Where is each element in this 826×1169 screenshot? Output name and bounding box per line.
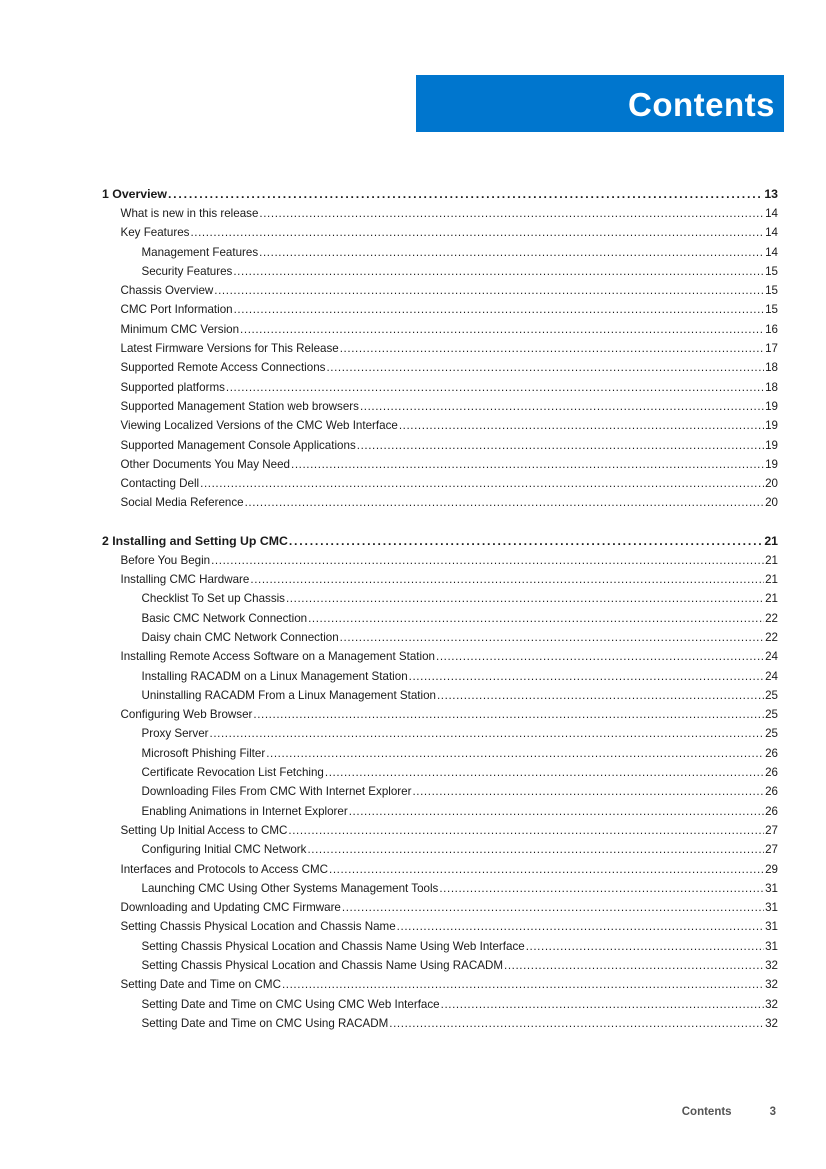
dot-leader (325, 766, 764, 779)
toc-page-number: 14 (765, 245, 778, 259)
toc-section-entry[interactable] (102, 323, 778, 342)
toc-section-entry[interactable] (102, 207, 778, 226)
toc-entry-title: Daisy chain CMC Network Connection (141, 630, 339, 644)
toc-page-number: 32 (765, 997, 778, 1011)
toc-subsection-entry[interactable] (102, 747, 778, 766)
dot-leader (291, 458, 764, 471)
toc-section-entry[interactable] (102, 824, 778, 843)
toc-entry-title: Proxy Server (141, 727, 209, 741)
toc-page-number: 32 (765, 958, 778, 972)
toc-page-number: 27 (765, 843, 778, 857)
dot-leader (360, 400, 764, 413)
toc-entry-title: 1 Overview (102, 187, 167, 201)
toc-page-number: 21 (765, 553, 778, 567)
toc-section-entry[interactable] (102, 458, 778, 477)
toc-chapter-heading[interactable] (102, 187, 778, 207)
toc-page-number: 25 (765, 708, 778, 722)
dot-leader (282, 978, 764, 991)
dot-leader (340, 342, 764, 355)
toc-entry-title: Launching CMC Using Other Systems Management Tools (141, 881, 439, 895)
footer-section-label: Contents (681, 1106, 732, 1118)
dot-leader (441, 998, 764, 1011)
toc-section-entry[interactable] (102, 901, 778, 920)
toc-entry-title: Setting Chassis Physical Location and Chassis Name Using RACADM (141, 958, 503, 972)
dot-leader (357, 439, 764, 452)
dot-leader (399, 419, 764, 432)
dot-leader (389, 1017, 764, 1030)
toc-page-number: 22 (765, 630, 778, 644)
toc-entry-title: Downloading and Updating CMC Firmware (120, 901, 341, 915)
toc-section-entry[interactable] (102, 342, 778, 361)
toc-page-number: 24 (765, 650, 778, 664)
toc-page-number: 29 (765, 862, 778, 876)
dot-leader (233, 265, 764, 278)
toc-subsection-entry[interactable] (102, 265, 778, 284)
toc-section-entry[interactable] (102, 226, 778, 245)
toc-entry-title: Other Documents You May Need (120, 457, 290, 471)
dot-leader (250, 573, 764, 586)
dot-leader (439, 882, 764, 895)
toc-entry-title: Chassis Overview (120, 284, 214, 298)
toc-page-number: 14 (765, 207, 778, 220)
toc-subsection-entry[interactable] (102, 843, 778, 862)
dot-leader (168, 187, 763, 201)
toc-entry-title: Supported Remote Access Connections (120, 361, 326, 375)
dot-leader (289, 534, 763, 548)
toc-section-entry[interactable] (102, 400, 778, 419)
toc-page-number: 21 (765, 573, 778, 587)
dot-leader (326, 361, 764, 374)
dot-leader (342, 901, 764, 914)
toc-page-number: 21 (764, 533, 778, 548)
toc-chapter (102, 187, 778, 516)
dot-leader (245, 496, 765, 509)
toc-entry-title: Setting Chassis Physical Location and Chassis Name (120, 920, 396, 934)
toc-entry-title: What is new in this release (120, 207, 259, 220)
toc-section-entry[interactable] (102, 573, 778, 592)
toc-page-number: 13 (764, 187, 778, 201)
dot-leader (253, 708, 764, 721)
toc-page-number: 14 (765, 226, 778, 240)
toc-subsection-entry[interactable] (102, 727, 778, 746)
toc-entry-title: Uninstalling RACADM From a Linux Management Station (141, 688, 436, 702)
toc-entry-title: Setting Date and Time on CMC (120, 978, 281, 992)
toc-page-number: 31 (765, 901, 778, 915)
dot-leader (340, 631, 764, 644)
toc-page-number: 25 (765, 688, 778, 702)
toc-entry-title: Installing CMC Hardware (120, 573, 250, 587)
footer-page-number: 3 (769, 1106, 776, 1118)
dot-leader (226, 381, 764, 394)
dot-leader (288, 824, 764, 837)
toc-entry-title: Installing Remote Access Software on a Management Station (120, 650, 435, 664)
page-title: Contents (628, 86, 775, 123)
toc-section-entry[interactable] (102, 303, 778, 322)
toc-entry-title: Minimum CMC Version (120, 322, 240, 336)
toc-section-entry[interactable] (102, 650, 778, 669)
toc-entry-title: Contacting Dell (120, 477, 200, 491)
toc-subsection-entry[interactable] (102, 766, 778, 785)
toc-page-number: 15 (765, 264, 778, 278)
dot-leader (210, 727, 765, 740)
toc-entry-title: Viewing Localized Versions of the CMC Web Interface (120, 419, 398, 433)
dot-leader (526, 940, 764, 953)
toc-page-number: 31 (765, 939, 778, 953)
toc-section-entry[interactable] (102, 439, 778, 458)
toc-page-number: 20 (765, 477, 778, 491)
toc-page-number: 24 (765, 669, 778, 683)
toc-page-number: 31 (765, 920, 778, 934)
toc-chapter-heading[interactable] (102, 534, 778, 554)
toc-page-number: 18 (765, 361, 778, 375)
dot-leader (211, 554, 764, 567)
toc-page-number: 25 (765, 727, 778, 741)
toc-section-entry[interactable] (102, 863, 778, 882)
toc-entry-title: Installing RACADM on a Linux Management Station (141, 669, 408, 683)
toc-entry-title: Key Features (120, 226, 190, 240)
toc-section-entry[interactable] (102, 496, 778, 515)
toc-entry-title: Setting Date and Time on CMC Using RACADM (141, 1016, 389, 1030)
toc-entry-title: Microsoft Phishing Filter (141, 746, 266, 760)
toc-entry-title: Basic CMC Network Connection (141, 611, 308, 625)
dot-leader (329, 863, 764, 876)
toc-page-number: 26 (765, 785, 778, 799)
toc-page-number: 19 (765, 399, 778, 413)
dot-leader (200, 477, 764, 490)
toc-page-number: 26 (765, 804, 778, 818)
toc-entry-title: Security Features (141, 264, 233, 278)
dot-leader (214, 284, 764, 297)
toc-page-number: 21 (765, 592, 778, 606)
dot-leader (259, 246, 764, 259)
toc-subsection-entry[interactable] (102, 882, 778, 901)
toc-section-entry[interactable] (102, 284, 778, 303)
dot-leader (308, 612, 764, 625)
toc-entry-title: Latest Firmware Versions for This Release (120, 342, 339, 356)
toc-page-number: 18 (765, 380, 778, 394)
dot-leader (266, 747, 764, 760)
toc-page-number: 32 (765, 1016, 778, 1030)
toc-page-number: 15 (765, 284, 778, 298)
toc-page-number: 19 (765, 438, 778, 452)
toc-page-number: 15 (765, 303, 778, 317)
toc-section-entry[interactable] (102, 554, 778, 573)
toc-page-number: 26 (765, 746, 778, 760)
dot-leader (397, 920, 764, 933)
toc-subsection-entry[interactable] (102, 592, 778, 611)
toc-entry-title: Before You Begin (120, 553, 211, 567)
toc-subsection-entry[interactable] (102, 612, 778, 631)
toc-subsection-entry[interactable] (102, 1017, 778, 1036)
toc-entry-title: CMC Port Information (120, 303, 233, 317)
dot-leader (409, 670, 764, 683)
toc-section-entry[interactable] (102, 920, 778, 939)
toc-subsection-entry[interactable] (102, 805, 778, 824)
toc-page-number: 32 (765, 978, 778, 992)
dot-leader (349, 805, 764, 818)
toc-page-number: 16 (765, 322, 778, 336)
toc-page-number: 20 (765, 496, 778, 510)
toc-subsection-entry[interactable] (102, 246, 778, 265)
toc-page-number: 31 (765, 881, 778, 895)
dot-leader (437, 689, 764, 702)
toc-subsection-entry[interactable] (102, 785, 778, 804)
toc-entry-title: Certificate Revocation List Fetching (141, 766, 324, 780)
toc-entry-title: Downloading Files From CMC With Internet Explorer (141, 785, 412, 799)
toc-section-entry[interactable] (102, 419, 778, 438)
toc-section-entry[interactable] (102, 381, 778, 400)
dot-leader (259, 207, 764, 220)
toc-entry-title: Enabling Animations in Internet Explorer (141, 804, 348, 818)
toc-entry-title: Setting Chassis Physical Location and Chassis Name Using Web Interface (141, 939, 525, 953)
toc-entry-title: Setting Up Initial Access to CMC (120, 823, 288, 837)
table-of-contents (102, 187, 778, 1036)
toc-page-number: 22 (765, 611, 778, 625)
toc-page-number: 27 (765, 823, 778, 837)
dot-leader (286, 592, 764, 605)
toc-entry-title: Interfaces and Protocols to Access CMC (120, 862, 328, 876)
toc-chapter (102, 534, 778, 1036)
toc-entry-title: Supported platforms (120, 380, 225, 394)
toc-section-entry[interactable] (102, 361, 778, 380)
dot-leader (412, 785, 764, 798)
toc-subsection-entry[interactable] (102, 631, 778, 650)
toc-page-number: 19 (765, 419, 778, 433)
toc-subsection-entry[interactable] (102, 940, 778, 959)
toc-subsection-entry[interactable] (102, 689, 778, 708)
toc-page-number: 19 (765, 457, 778, 471)
dot-leader (504, 959, 764, 972)
toc-entry-title: Checklist To Set up Chassis (141, 592, 285, 606)
contents-title-banner (416, 75, 784, 132)
page-footer (682, 1106, 776, 1118)
toc-entry-title: 2 Installing and Setting Up CMC (102, 533, 288, 548)
toc-subsection-entry[interactable] (102, 998, 778, 1017)
toc-entry-title: Supported Management Station web browsers (120, 399, 359, 413)
toc-entry-title: Social Media Reference (120, 496, 244, 510)
toc-page-number: 17 (765, 342, 778, 356)
dot-leader (436, 650, 764, 663)
dot-leader (240, 323, 764, 336)
toc-subsection-entry[interactable] (102, 670, 778, 689)
dot-leader (307, 843, 764, 856)
toc-entry-title: Configuring Initial CMC Network (141, 843, 307, 857)
toc-section-entry[interactable] (102, 708, 778, 727)
toc-entry-title: Supported Management Console Applications (120, 438, 356, 452)
toc-entry-title: Configuring Web Browser (120, 708, 253, 722)
toc-subsection-entry[interactable] (102, 959, 778, 978)
toc-page-number: 26 (765, 766, 778, 780)
toc-section-entry[interactable] (102, 978, 778, 997)
toc-section-entry[interactable] (102, 477, 778, 496)
toc-entry-title: Setting Date and Time on CMC Using CMC Web Interface (141, 997, 440, 1011)
toc-entry-title: Management Features (141, 245, 259, 259)
dot-leader (234, 303, 764, 316)
dot-leader (190, 226, 764, 239)
